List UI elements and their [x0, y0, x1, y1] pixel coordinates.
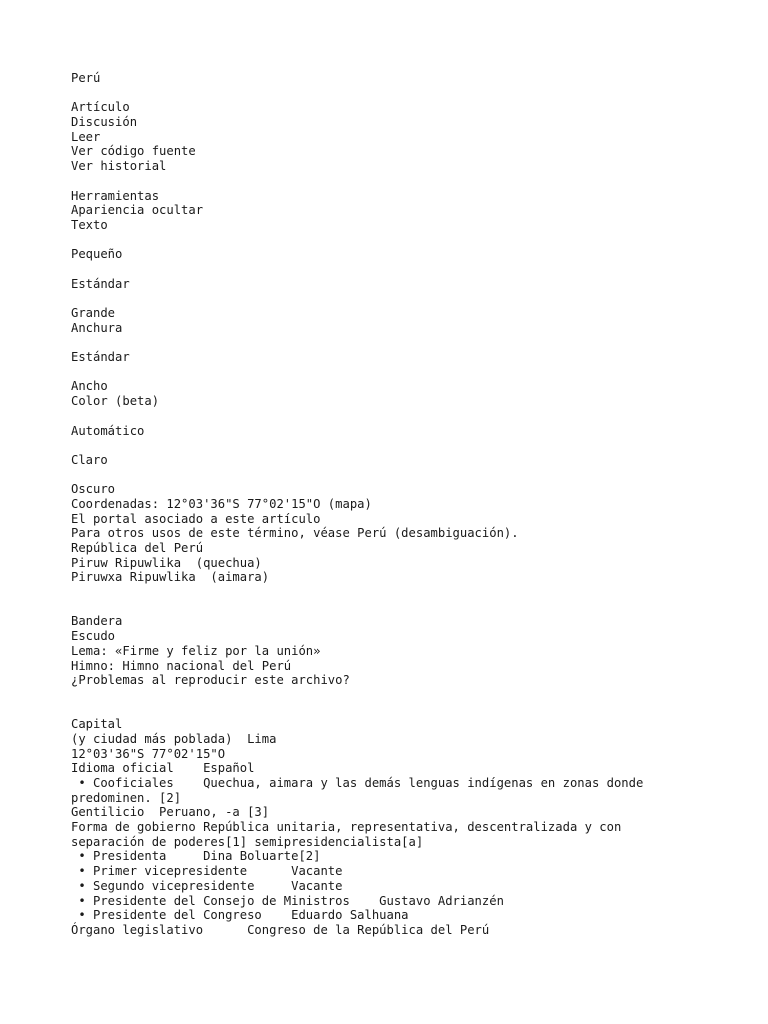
flag-caption[interactable]: Bandera — [71, 614, 123, 629]
color-automatic-option[interactable]: Automático — [71, 423, 145, 438]
official-council-president: • Presidente del Consejo de Ministros Gustavo Adrianzén — [71, 893, 504, 908]
action-view-source[interactable]: Ver código fuente — [71, 144, 196, 159]
official-president: • Presidenta Dina Boluarte[2] — [71, 849, 321, 864]
tab-discussion[interactable]: Discusión — [71, 115, 138, 130]
page-title: Perú — [71, 71, 101, 85]
width-heading: Anchura — [71, 320, 123, 335]
official-name-aymara: Piruwxa Ripuwlika (aimara) — [71, 570, 270, 585]
official-language-row: Idioma oficial Español — [71, 761, 255, 776]
action-read[interactable]: Leer — [71, 129, 101, 144]
portal-link[interactable]: El portal asociado a este artículo — [71, 511, 321, 526]
official-second-vice-president: • Segundo vicepresidente Vacante — [71, 878, 343, 893]
capital-label: Capital — [71, 717, 123, 732]
co-official-languages-row: • Cooficiales Quechua, aimara y las demás lenguas indígenas en zonas donde — [71, 776, 644, 790]
text-size-standard-option[interactable]: Estándar — [71, 276, 130, 291]
coordinates-link[interactable]: Coordenadas: 12°03'36"S 77°02'15"O (mapa) — [71, 496, 372, 511]
audio-help-link[interactable]: ¿Problemas al reproducir este archivo? — [71, 673, 350, 688]
appearance-toggle[interactable]: Apariencia ocultar — [71, 203, 204, 218]
official-name-quechua: Piruw Ripuwlika (quechua) — [71, 555, 262, 570]
disambiguation-note[interactable]: Para otros usos de este término, véase Perú (desambiguación). — [71, 526, 519, 541]
official-first-vice-president: • Primer vicepresidente Vacante — [71, 864, 343, 879]
motto: Lema: «Firme y feliz por la unión» — [71, 643, 321, 658]
coat-of-arms-caption[interactable]: Escudo — [71, 629, 116, 644]
width-wide-option[interactable]: Ancho — [71, 379, 108, 394]
width-standard-option[interactable]: Estándar — [71, 350, 130, 365]
text-size-heading: Texto — [71, 217, 108, 232]
action-view-history[interactable]: Ver historial — [71, 159, 167, 174]
tools-menu[interactable]: Herramientas — [71, 188, 160, 203]
government-form-row: Forma de gobierno República unitaria, representativa, descentralizada y con — [71, 820, 622, 835]
demonym-row: Gentilicio Peruano, -a [3] — [71, 805, 270, 820]
article-document — [71, 71, 731, 938]
color-dark-option[interactable]: Oscuro — [71, 482, 116, 497]
government-form-cont: separación de poderes[1] semipresidencialista[a] — [71, 834, 424, 849]
legislature-row: Órgano legislativo Congreso de la República del Perú — [71, 922, 490, 937]
text-size-large-option[interactable]: Grande — [71, 306, 116, 320]
co-official-languages-cont: predominen. [2] — [71, 790, 182, 805]
tab-article[interactable]: Artículo — [71, 100, 130, 115]
text-size-small-option[interactable]: Pequeño — [71, 247, 123, 262]
capital-coordinates[interactable]: 12°03'36"S 77°02'15"O — [71, 746, 226, 761]
color-light-option[interactable]: Claro — [71, 452, 108, 467]
capital-row[interactable]: (y ciudad más poblada) Lima — [71, 731, 277, 746]
official-congress-president: • Presidente del Congreso Eduardo Salhuana — [71, 908, 409, 923]
anthem[interactable]: Himno: Himno nacional del Perú — [71, 658, 292, 673]
color-heading: Color (beta) — [71, 394, 160, 409]
official-name-spanish: República del Perú — [71, 541, 204, 555]
